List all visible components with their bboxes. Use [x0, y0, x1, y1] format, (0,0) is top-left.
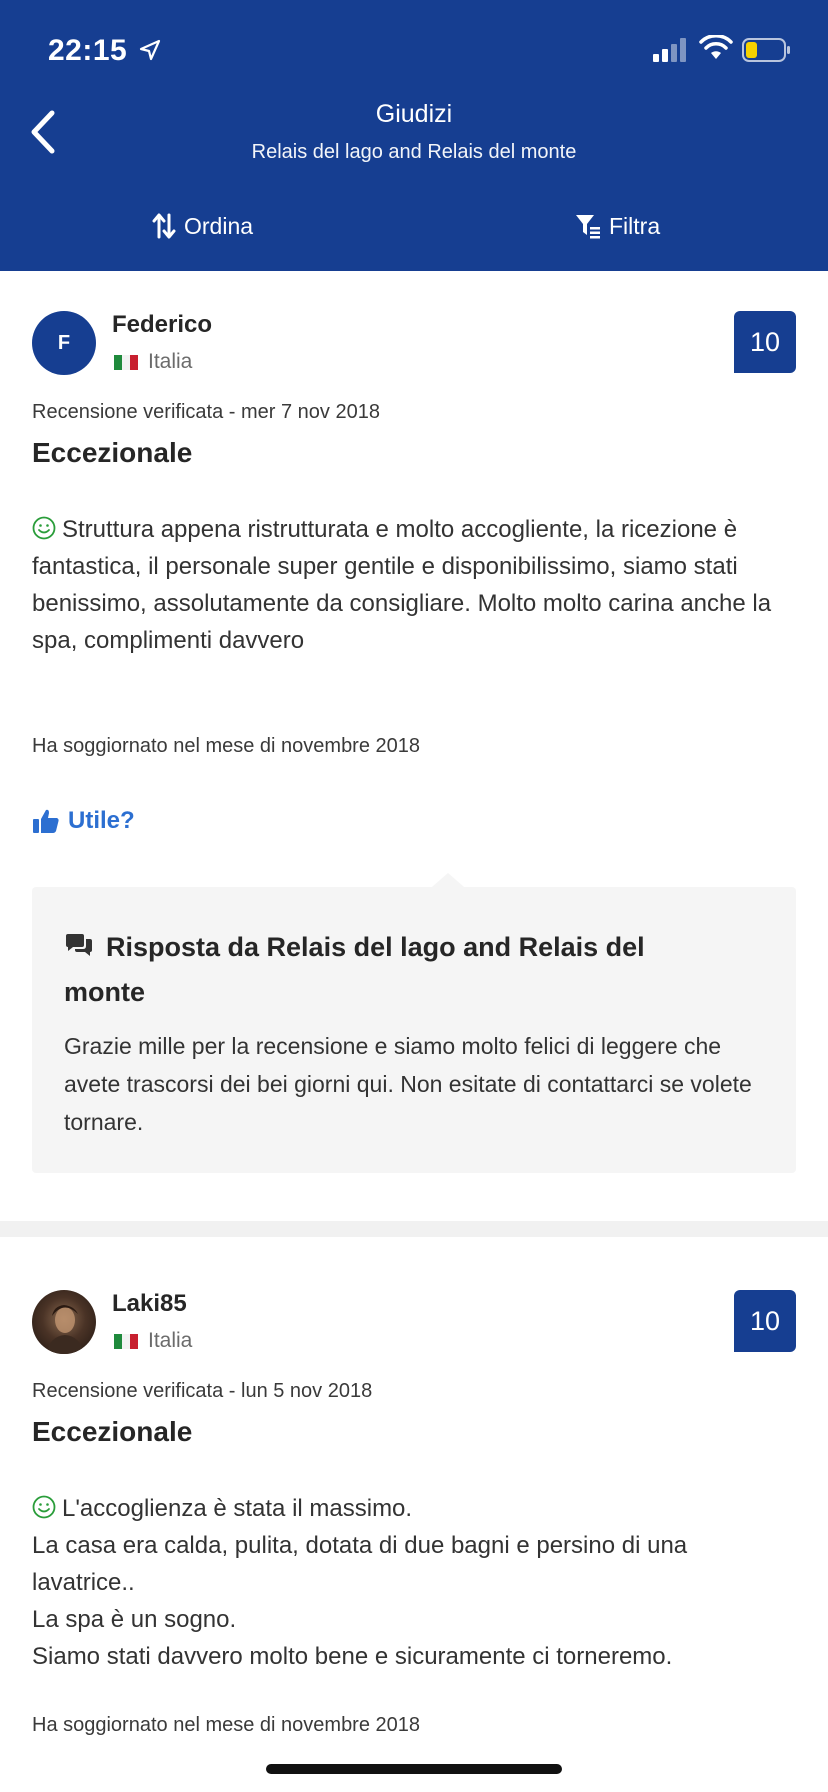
- smiley-positive-icon: [32, 1495, 56, 1519]
- chat-bubbles-icon: [64, 933, 94, 959]
- stay-period: Ha soggiornato nel mese di novembre 2018: [32, 735, 421, 757]
- verified-label: Recensione verificata: [32, 1380, 224, 1402]
- review-text: [32, 1490, 772, 1675]
- wifi-icon: [699, 35, 733, 62]
- review-score: 10: [734, 311, 796, 373]
- review-divider: [0, 1221, 828, 1237]
- review-text-line: [32, 1490, 772, 1527]
- reply-title: [64, 925, 684, 1015]
- avatar-letter: F: [57, 331, 71, 354]
- page-subtitle: Relais del lago and Relais del monte: [251, 141, 577, 163]
- reply-notch: [432, 873, 464, 887]
- review-text: [32, 511, 772, 659]
- review-headline: Eccezionale: [32, 437, 193, 468]
- filter-funnel-icon: [575, 213, 601, 239]
- review-headline: Eccezionale: [32, 1416, 193, 1447]
- review-date: mer 7 nov 2018: [241, 401, 380, 423]
- cellular-signal-icon: [653, 38, 689, 62]
- review-text-line: La spa è un sogno.: [32, 1606, 237, 1633]
- stay-period: Ha soggiornato nel mese di novembre 2018: [32, 1714, 421, 1736]
- italy-flag-icon: [114, 1334, 138, 1349]
- useful-button[interactable]: [32, 807, 135, 835]
- filter-button[interactable]: [575, 208, 660, 244]
- thumbs-up-icon: [32, 808, 60, 834]
- verified-label: Recensione verificata: [32, 401, 224, 423]
- reply-title-text: Risposta da Relais del lago and Relais del monte: [64, 932, 645, 1007]
- filter-label: Filtra: [609, 212, 661, 239]
- review-text-line: Siamo stati davvero molto bene e sicuramente ci torneremo.: [32, 1643, 673, 1670]
- review-text-line: La casa era calda, pulita, dotata di due bagni e persino di una lavatrice..: [32, 1532, 688, 1596]
- italy-flag-icon: [114, 355, 138, 370]
- meta-separator: -: [228, 1380, 241, 1402]
- sort-label: Ordina: [184, 212, 254, 239]
- review-card: [0, 1237, 828, 1792]
- location-arrow-icon: [138, 38, 162, 62]
- battery-icon: [742, 37, 792, 63]
- review-meta: [32, 1380, 372, 1403]
- avatar: [32, 1290, 96, 1354]
- smiley-positive-icon: [32, 516, 56, 540]
- status-time: 22:15: [48, 34, 128, 67]
- user-photo-icon: [32, 1290, 96, 1354]
- reviewer-name: Federico: [112, 311, 213, 338]
- review-date: lun 5 nov 2018: [241, 1380, 373, 1402]
- reviewer-name: Laki85: [112, 1290, 187, 1317]
- page-title: Giudizi: [375, 100, 453, 128]
- app-header: [0, 0, 828, 271]
- reply-text: Grazie mille per la recensione e siamo molto felici di leggere che avete trascorsi dei bei giorni qui. Non esitate di contattarci se volete tornare.: [64, 1033, 752, 1135]
- review-card: [0, 271, 828, 1221]
- country-label: Italia: [148, 1329, 193, 1352]
- review-meta: [32, 401, 380, 424]
- review-text-content: Struttura appena ristrutturata e molto accogliente, la ricezione è fantastica, il personale super gentile e disponibilissimo, siamo stati benissimo, assolutamente da consigliare. Molto molto carina anche la spa, complimenti davvero: [32, 516, 772, 654]
- sort-button[interactable]: [152, 208, 253, 244]
- owner-reply: [32, 887, 796, 1173]
- useful-label: Utile?: [68, 807, 135, 834]
- country-label: Italia: [148, 350, 193, 373]
- home-indicator[interactable]: [266, 1764, 562, 1774]
- meta-separator: -: [228, 401, 241, 423]
- reviewer-country: [114, 1329, 192, 1353]
- title-block: [0, 100, 828, 164]
- review-text-content: L'accoglienza è stata il massimo.: [62, 1495, 413, 1522]
- avatar: [32, 311, 96, 375]
- review-score: 10: [734, 1290, 796, 1352]
- reviewer-country: [114, 350, 192, 374]
- sort-arrows-icon: [152, 213, 176, 239]
